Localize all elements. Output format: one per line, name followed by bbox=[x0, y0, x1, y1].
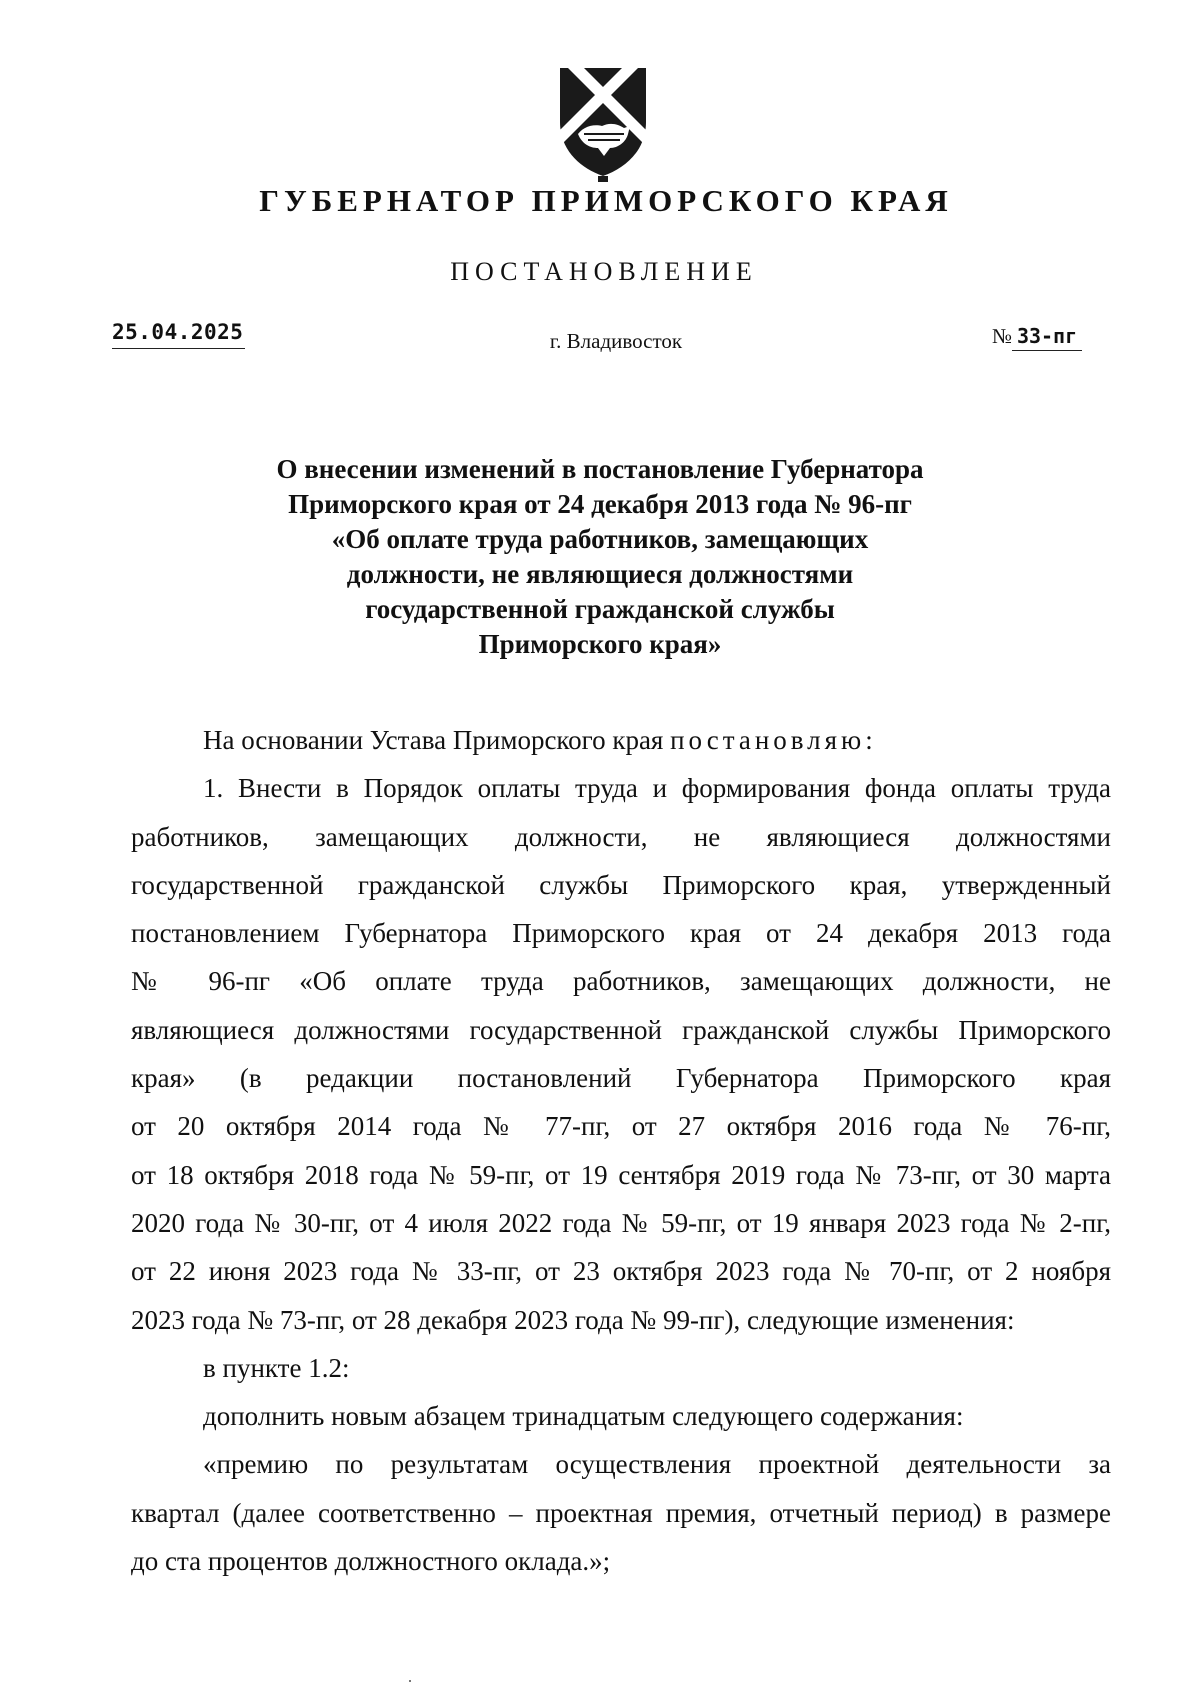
title-line: Приморского края от 24 декабря 2013 года № 96-пг bbox=[288, 489, 912, 519]
point-reference: в пункте 1.2: bbox=[203, 1352, 350, 1383]
document-city: г. Владивосток bbox=[549, 329, 683, 353]
basis-decree-word: постановляю bbox=[670, 725, 866, 755]
title-line: Приморского края» bbox=[478, 629, 722, 659]
title-line: должности, не являющиеся должностями bbox=[346, 559, 854, 589]
quote-line: до ста процентов должностного оклада.»; bbox=[131, 1546, 611, 1577]
scan-speck bbox=[409, 1680, 411, 1682]
basis-prefix: На основании Устава Приморского края bbox=[203, 725, 671, 755]
item1-line: от 18 октября 2018 года № 59-пг, от 19 сентября 2019 года № 73-пг, от 30 марта bbox=[131, 1159, 1111, 1190]
number-label: № bbox=[992, 324, 1013, 348]
title-line: О внесении изменений в постановление Губернатора bbox=[276, 454, 924, 484]
item1-line: от 22 июня 2023 года № 33-пг, от 23 октября 2023 года № 70-пг, от 2 ноября bbox=[131, 1256, 1111, 1287]
addition-paragraph: дополнить новым абзацем тринадцатым следующего содержания: bbox=[203, 1401, 964, 1432]
document-date: 25.04.2025 bbox=[112, 320, 245, 349]
quote-line: «премию по результатам осуществления проектной деятельности за bbox=[203, 1449, 1111, 1480]
item1-line: края» (в редакции постановлений Губернатора Приморского края bbox=[131, 1063, 1111, 1094]
document-body bbox=[131, 716, 1111, 1585]
document-title bbox=[200, 452, 1000, 662]
item1-line: № 96-пг «Об оплате труда работников, замещающих должности, не bbox=[131, 966, 1111, 997]
number-value: 33-пг bbox=[1012, 324, 1082, 351]
item1-line: 1. Внести в Порядок оплаты труда и формирования фонда оплаты труда bbox=[203, 773, 1111, 804]
document-type: ПОСТАНОВЛЕНИЕ bbox=[450, 257, 758, 286]
basis-suffix: : bbox=[865, 725, 873, 755]
basis-paragraph bbox=[131, 716, 1111, 764]
title-line: «Об оплате труда работников, замещающих bbox=[331, 524, 869, 554]
item1-line: работников, замещающих должности, не являющиеся должностями bbox=[131, 821, 1111, 852]
item1-line: 2023 года № 73-пг, от 28 декабря 2023 года № 99-пг), следующие изменения: bbox=[131, 1304, 1015, 1335]
item1-line: являющиеся должностями государственной гражданской службы Приморского bbox=[131, 1014, 1111, 1045]
quote-line: квартал (далее соответственно – проектная премия, отчетный период) в размере bbox=[131, 1497, 1111, 1528]
coat-of-arms-icon bbox=[554, 64, 652, 182]
issuing-authority: ГУБЕРНАТОР ПРИМОРСКОГО КРАЯ bbox=[259, 183, 953, 218]
item1-line: государственной гражданской службы Приморского края, утвержденный bbox=[131, 869, 1111, 900]
item1-line: 2020 года № 30-пг, от 4 июля 2022 года № 59-пг, от 19 января 2023 года № 2-пг, bbox=[131, 1207, 1111, 1238]
item1-line: постановлением Губернатора Приморского края от 24 декабря 2013 года bbox=[131, 918, 1111, 949]
document-number bbox=[992, 324, 1082, 351]
title-line: государственной гражданской службы bbox=[365, 594, 835, 624]
item1-line: от 20 октября 2014 года № 77-пг, от 27 октября 2016 года № 76-пг, bbox=[131, 1111, 1111, 1142]
